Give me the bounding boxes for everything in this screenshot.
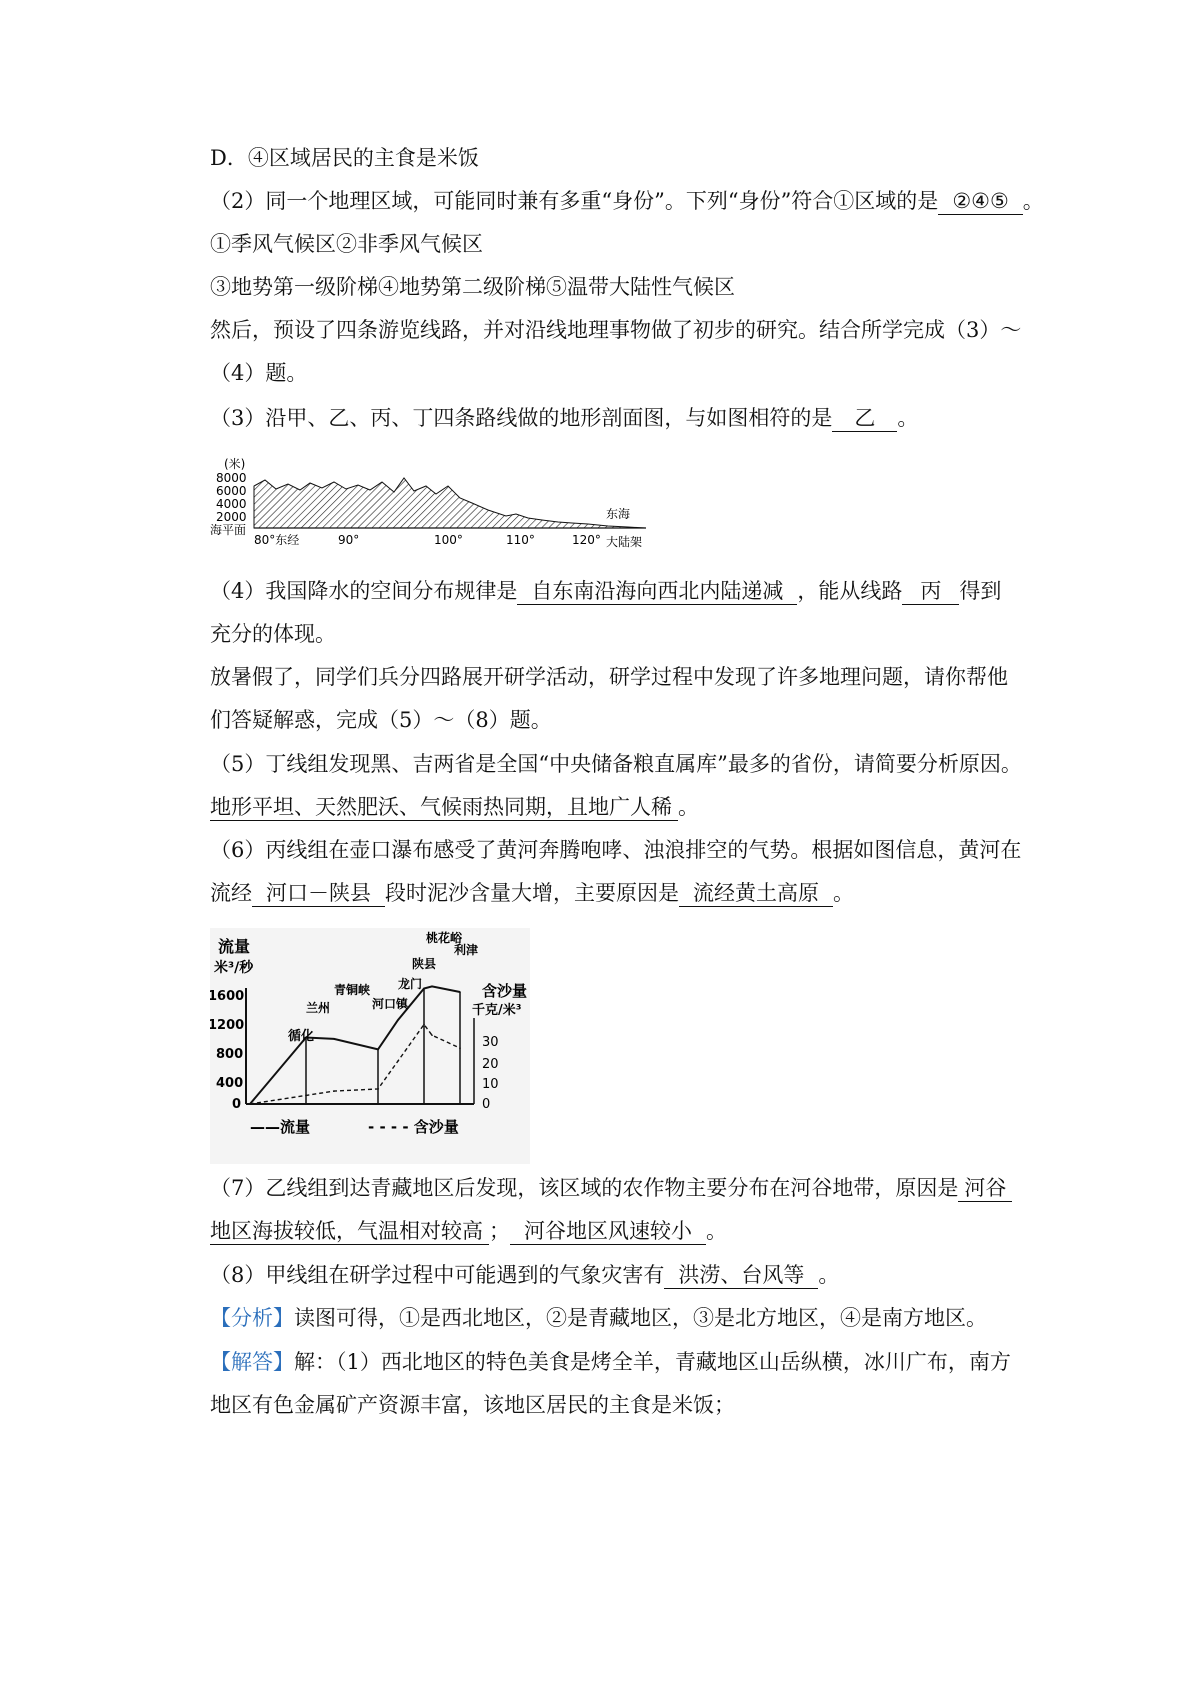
question-2-line — [210, 186, 1044, 216]
question-6-text-c: 段时泥沙含量大增，主要原因是 — [385, 881, 679, 905]
analysis-tag: 【分析】 — [210, 1306, 294, 1330]
flow-point — [377, 1049, 379, 1051]
profile-xtick: 90° — [338, 533, 360, 547]
sediment-axis-title: 含沙量 — [482, 982, 528, 1000]
question-4-text-b: ，能从线路 — [797, 579, 903, 603]
analysis-line — [210, 1303, 987, 1333]
punct: 。 — [818, 1263, 840, 1287]
station-label: 龙门 — [398, 977, 423, 991]
profile-ytick: 4000 — [216, 497, 247, 511]
sediment-tick: 20 — [482, 1057, 499, 1072]
flow-point — [333, 1038, 335, 1040]
question-8-line — [210, 1260, 839, 1290]
question-4-text: （4）我国降水的空间分布规律是 — [210, 579, 518, 603]
profile-xtick: 100° — [434, 533, 463, 547]
question-4-text-c: 得到 — [959, 579, 1002, 603]
flow-point — [431, 986, 433, 988]
question-7-text: （7）乙线组到达青藏地区后发现，该区域的农作物主要分布在河谷地带，原因是 — [210, 1176, 959, 1200]
flow-point — [423, 988, 425, 990]
answer-7c: 河谷地区风速较小 — [510, 1218, 706, 1245]
answer-7b: 地区海拔较低，气温相对较高 — [210, 1218, 489, 1245]
option-d-line — [210, 143, 479, 173]
intro-line-1 — [210, 315, 1021, 345]
question-4-line-2 — [210, 619, 336, 649]
answer-6b: 流经黄土高原 — [679, 880, 833, 907]
yellow-river-chart — [210, 928, 530, 1168]
flow-point — [459, 991, 461, 993]
question-5-line — [210, 749, 1022, 779]
station-label: 青铜峡 — [334, 983, 371, 997]
sediment-point — [377, 1088, 379, 1090]
label-east-sea: 东海 — [606, 507, 631, 521]
solution-text-1: 解：（1）西北地区的特色美食是烤全羊，青藏地区山岳纵横，冰川广布，南方 — [294, 1350, 1011, 1374]
profile-ytick: 8000 — [216, 471, 247, 485]
option-line-2 — [210, 272, 735, 302]
question-7-line-2 — [210, 1216, 727, 1246]
sediment-point — [397, 1060, 399, 1062]
question-6-line — [210, 835, 1021, 865]
sediment-point — [459, 1047, 461, 1049]
flow-point — [397, 1019, 399, 1021]
profile-unit: (米) — [224, 457, 246, 471]
flow-tick: 0 — [232, 1097, 242, 1112]
label-continental-shelf: 大陆架 — [606, 535, 643, 549]
solution-line-2 — [210, 1390, 735, 1420]
punct: 。 — [678, 795, 699, 819]
profile-xtick: 80°东经 — [254, 533, 300, 547]
option-line-1 — [210, 229, 483, 259]
profile-ytick: 海平面 — [210, 523, 247, 537]
station-label: 陕县 — [412, 957, 437, 971]
profile-xtick: 120° — [572, 533, 601, 547]
intro-text-2: （4）题。 — [210, 361, 308, 385]
question-2-text: （2）同一个地理区域，可能同时兼有多重“身份”。下列“身份”符合①区域的是 — [210, 189, 939, 213]
terrain-profile-figure — [210, 456, 660, 560]
punct: ； — [489, 1219, 510, 1243]
intro2-text-2: 们答疑解惑，完成（5）～（8）题。 — [210, 708, 552, 732]
solution-text-2: 地区有色金属矿产资源丰富，该地区居民的主食是米饭； — [210, 1393, 735, 1417]
punct: 。 — [1022, 189, 1044, 213]
sediment-tick: 0 — [482, 1097, 491, 1112]
flow-axis-unit: 米³/秒 — [214, 960, 254, 976]
intro2-line-1 — [210, 662, 1008, 692]
sediment-tick: 10 — [482, 1077, 499, 1092]
question-3-text: （3）沿甲、乙、丙、丁四条路线做的地形剖面图，与如图相符的是 — [210, 406, 833, 430]
profile-xtick: 110° — [506, 533, 535, 547]
profile-ytick: 6000 — [216, 484, 247, 498]
answer-7a: 河谷 — [958, 1175, 1012, 1202]
intro-line-2 — [210, 358, 307, 388]
station-label: 利津 — [454, 943, 479, 957]
question-6-text-b: 流经 — [210, 881, 252, 905]
question-3-line — [210, 403, 918, 433]
legend-sediment: - - - - 含沙量 — [368, 1118, 459, 1136]
intro-text-1: 然后，预设了四条游览线路，并对沿线地理事物做了初步的研究。结合所学完成（3）～ — [210, 318, 1022, 342]
station-label: 桃花峪 — [426, 931, 463, 945]
sediment-point — [249, 1103, 251, 1105]
solution-tag: 【解答】 — [210, 1350, 294, 1374]
options-text-1: ①季风气候区②非季风气候区 — [210, 232, 483, 256]
station-label: 兰州 — [306, 1001, 331, 1015]
flow-tick: 400 — [216, 1076, 244, 1091]
option-d-text: D．④区域居民的主食是米饭 — [210, 146, 479, 170]
flow-tick: 800 — [216, 1047, 244, 1062]
flow-tick: 1200 — [210, 1018, 245, 1033]
question-8-text: （8）甲线组在研学过程中可能遇到的气象灾害有 — [210, 1263, 665, 1287]
answer-4b: 丙 — [902, 578, 959, 605]
intro2-line-2 — [210, 705, 552, 735]
sediment-point — [423, 1024, 425, 1026]
answer-4a: 自东南沿海向西北内陆递减 — [517, 578, 797, 605]
station-label: 循化 — [288, 1029, 315, 1044]
question-4-text-d: 充分的体现。 — [210, 622, 336, 646]
flow-axis-title: 流量 — [218, 937, 251, 956]
profile-ytick: 2000 — [216, 510, 247, 524]
sediment-axis-unit: 千克/米³ — [472, 1003, 522, 1018]
terrain-profile-area — [254, 478, 646, 528]
punct: 。 — [897, 406, 919, 430]
answer-5-line — [210, 792, 699, 822]
legend-flow: ——流量 — [250, 1118, 311, 1136]
station-label: 河口镇 — [372, 997, 409, 1011]
question-5-text: （5）丁线组发现黑、吉两省是全国“中央储备粮直属库”最多的省份，请简要分析原因。 — [210, 752, 1022, 776]
answer-2: ②④⑤ — [938, 188, 1022, 215]
flow-tick: 1600 — [210, 989, 245, 1004]
answer-8: 洪涝、台风等 — [664, 1262, 818, 1289]
answer-3: 乙 — [832, 405, 897, 432]
intro2-text-1: 放暑假了，同学们兵分四路展开研学活动，研学过程中发现了许多地理问题，请你帮他 — [210, 665, 1008, 689]
sediment-tick: 30 — [482, 1035, 499, 1050]
answer-5: 地形平坦、天然肥沃、气候雨热同期，且地广人稀 — [210, 794, 678, 821]
question-6-line-2 — [210, 878, 854, 908]
options-text-2: ③地势第一级阶梯④地势第二级阶梯⑤温带大陆性气候区 — [210, 275, 735, 299]
question-7-line — [210, 1173, 1012, 1203]
sediment-point — [431, 1034, 433, 1036]
question-6-text: （6）丙线组在壶口瀑布感受了黄河奔腾咆哮、浊浪排空的气势。根据如图信息，黄河在 — [210, 838, 1022, 862]
punct: 。 — [833, 881, 854, 905]
sediment-point — [333, 1090, 335, 1092]
answer-6a: 河口－陕县 — [252, 880, 385, 907]
solution-line-1 — [210, 1347, 1011, 1377]
question-4-line — [210, 576, 1001, 606]
punct: 。 — [706, 1219, 727, 1243]
analysis-text: 读图可得，①是西北地区，②是青藏地区，③是北方地区，④是南方地区。 — [294, 1306, 987, 1330]
sediment-point — [305, 1095, 307, 1097]
